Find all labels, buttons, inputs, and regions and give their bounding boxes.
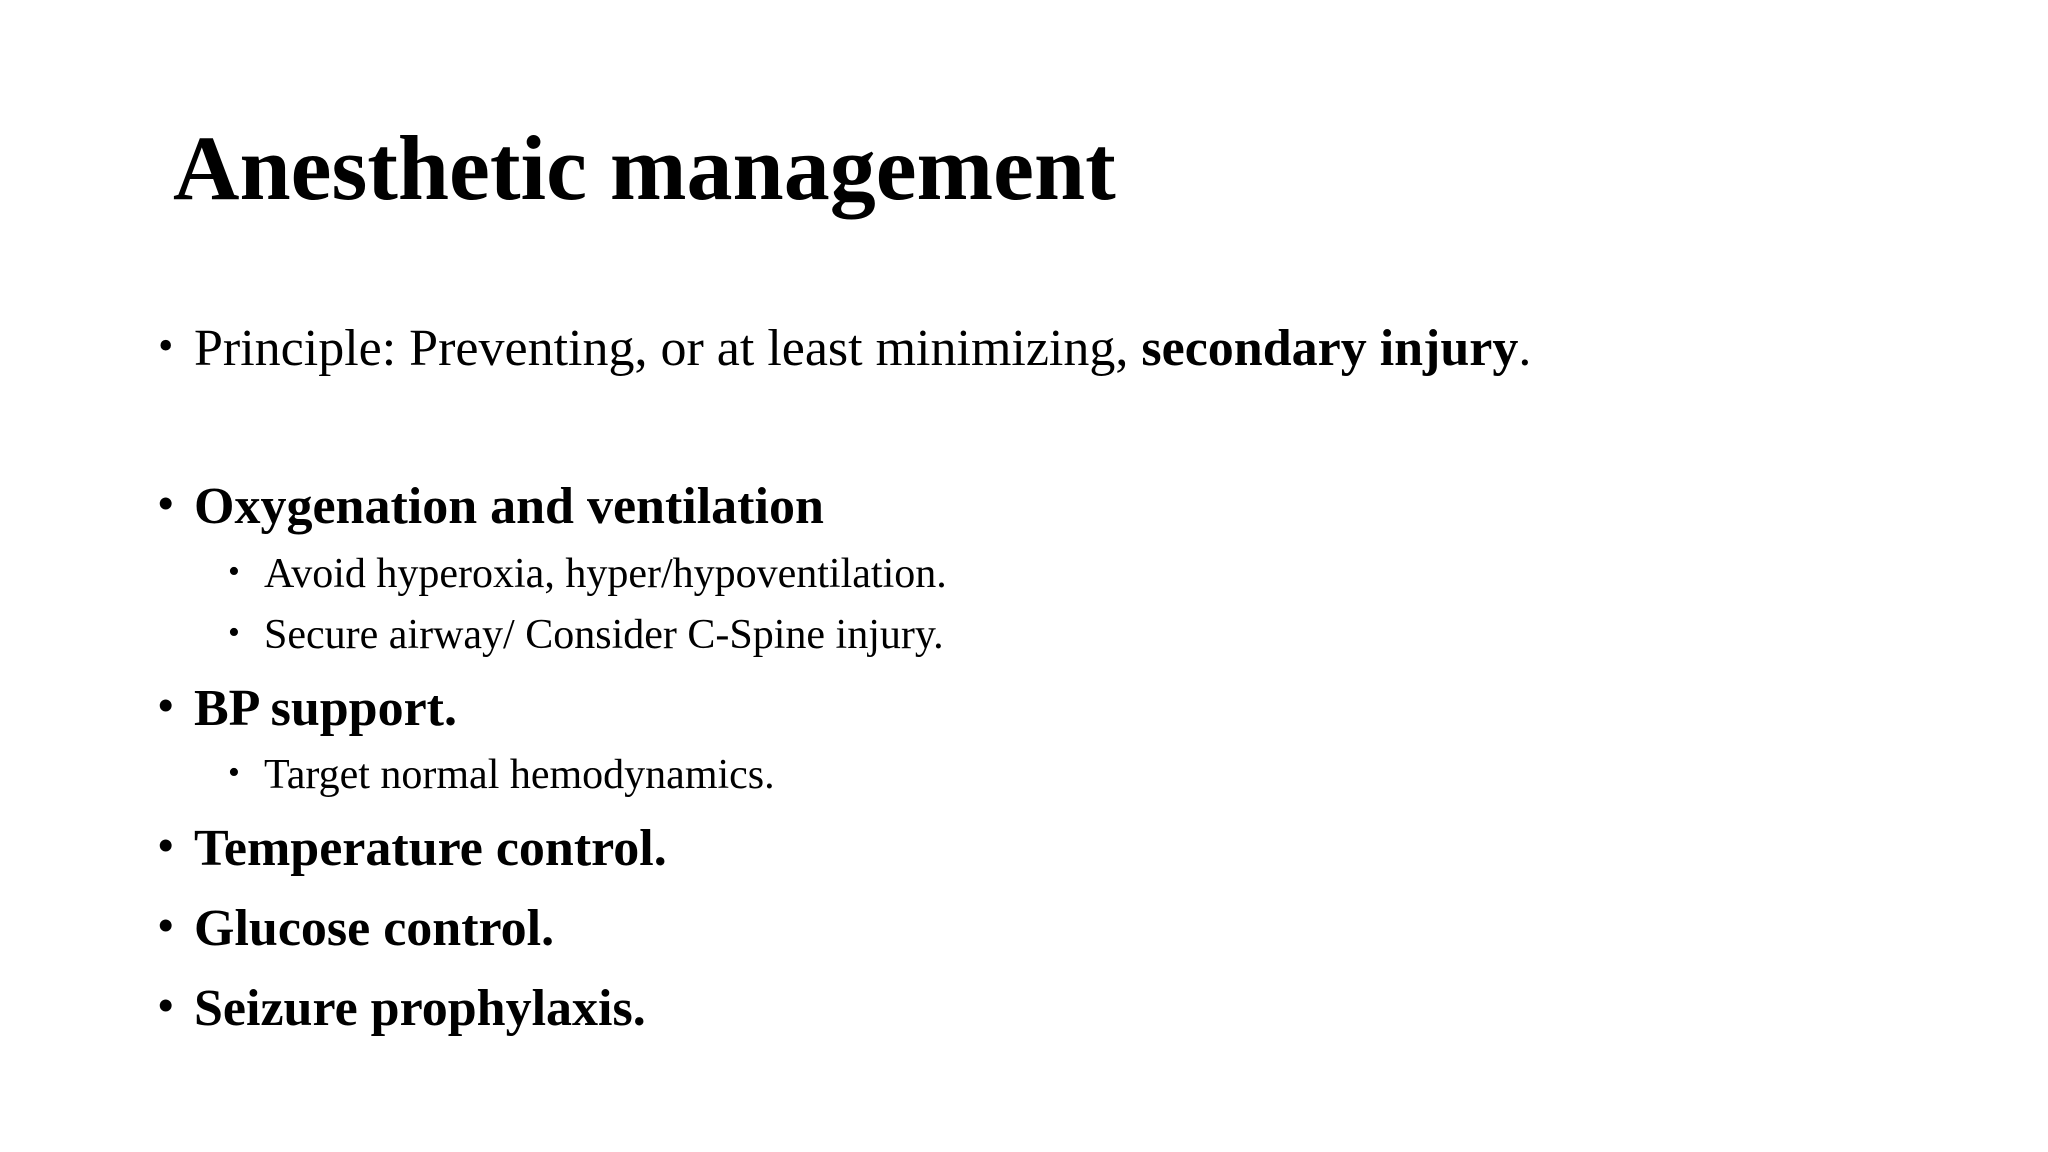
principle-suffix: . xyxy=(1518,320,1532,377)
oxygenation-label: Oxygenation and ventilation xyxy=(194,478,824,535)
bullet-principle xyxy=(158,320,1531,377)
bullet-bp-support xyxy=(158,680,457,737)
target-hemodynamics-text: Target normal hemodynamics. xyxy=(264,752,775,798)
bullet-dot-icon: • xyxy=(228,754,240,791)
bullet-dot-icon: • xyxy=(158,681,174,730)
bullet-oxygenation xyxy=(158,478,824,535)
principle-prefix: Principle: Preventing, or at least minimizing, xyxy=(194,320,1142,377)
bullet-dot-icon: • xyxy=(158,821,174,870)
bullet-dot-icon: • xyxy=(158,321,174,370)
principle-emphasis: secondary injury xyxy=(1141,320,1519,377)
bullet-dot-icon: • xyxy=(228,614,240,651)
principle-text xyxy=(194,320,1531,377)
sub-bullet-avoid xyxy=(228,551,947,597)
secure-airway-text: Secure airway/ Consider C-Spine injury. xyxy=(264,612,944,658)
bullet-seizure-prophylaxis xyxy=(158,980,646,1037)
bullet-temperature-control xyxy=(158,820,667,877)
sub-bullet-secure-airway xyxy=(228,612,944,658)
sub-bullet-target-hemodynamics xyxy=(228,752,775,798)
seizure-prophylaxis-label: Seizure prophylaxis. xyxy=(194,980,646,1037)
bullet-dot-icon: • xyxy=(158,479,174,528)
avoid-text: Avoid hyperoxia, hyper/hypoventilation. xyxy=(264,551,947,597)
bullet-glucose-control xyxy=(158,900,554,957)
bullet-dot-icon: • xyxy=(158,981,174,1030)
bullet-dot-icon: • xyxy=(228,553,240,590)
slide-title: Anesthetic management xyxy=(173,117,1116,219)
temperature-control-label: Temperature control. xyxy=(194,820,667,877)
bullet-dot-icon: • xyxy=(158,901,174,950)
bp-support-label: BP support. xyxy=(194,680,457,737)
glucose-control-label: Glucose control. xyxy=(194,900,555,957)
